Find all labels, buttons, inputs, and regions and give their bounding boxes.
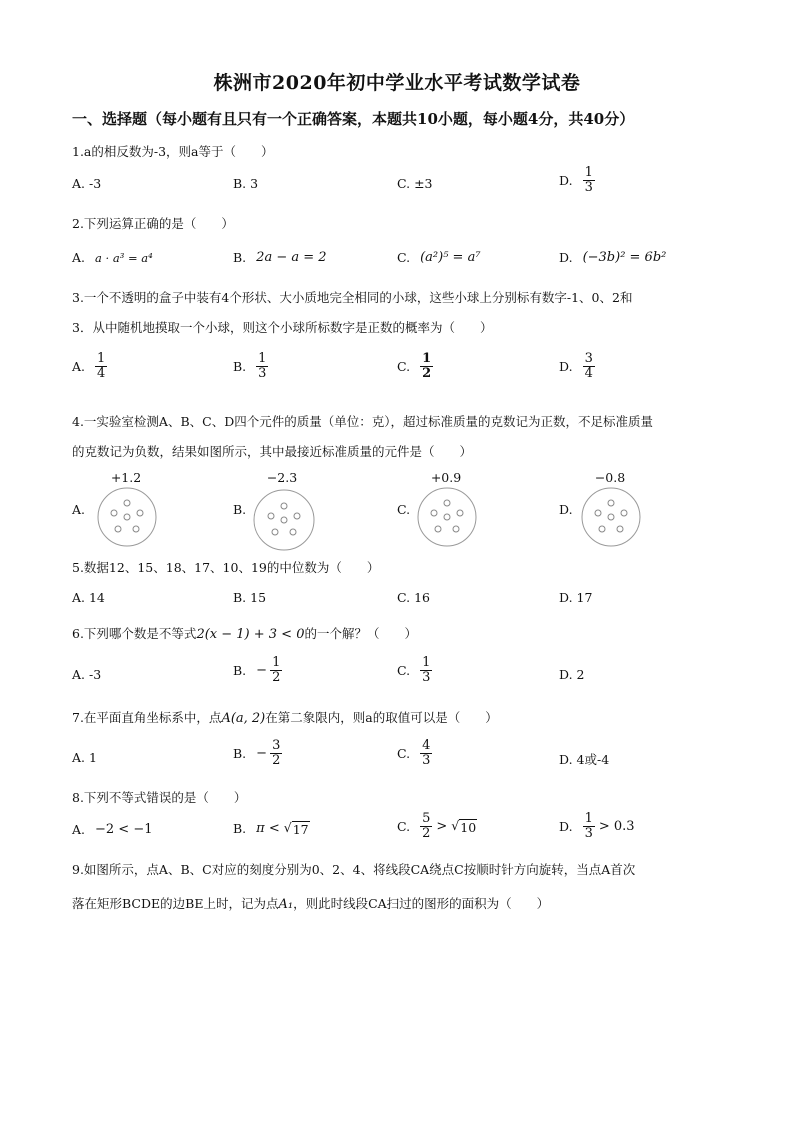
q2-option-a[interactable] — [72, 250, 153, 265]
inequality-expression: 2(x − 1) + 3 < 0 — [196, 627, 305, 642]
option-label: C. — [397, 250, 411, 265]
fraction: $\frac{1}{3}$ — [258, 351, 267, 381]
fraction: $\frac{1}{2}$ — [422, 351, 432, 381]
q1-option-c[interactable]: C. ±3 — [397, 176, 433, 191]
q8-option-d[interactable]: D. $\frac{1}{3}$ > 0.3 — [559, 811, 635, 841]
mass-label-c: +0.9 — [430, 470, 462, 485]
option-label: D. — [559, 172, 573, 188]
q8-option-a[interactable] — [72, 822, 153, 837]
option-label: B. — [233, 502, 247, 517]
option-label: A. — [72, 250, 86, 265]
component-disk-a — [96, 486, 158, 548]
mass-label-b: −2.3 — [266, 470, 298, 485]
q3-option-d[interactable] — [559, 352, 595, 380]
q1-option-a[interactable]: A. -3 — [72, 176, 102, 191]
q5-option-a[interactable]: A. 14 — [72, 590, 105, 605]
option-label: C. — [397, 358, 411, 374]
question-1-stem: 1.a的相反数为-3，则a等于（ ） — [72, 144, 274, 159]
q6-option-c[interactable] — [397, 656, 432, 684]
q7-option-a[interactable]: A. 1 — [72, 750, 97, 765]
option-label: B. — [233, 662, 247, 678]
q4-option-d[interactable] — [559, 502, 573, 517]
question-3-stem-line1: 3.一个不透明的盒子中装有4个形状、大小质地完全相同的小球，这些小球上分别标有数字-1、0、2和 — [72, 290, 633, 305]
fraction: $\frac{1}{2}$ — [272, 655, 281, 685]
fraction: $\frac{1}{3}$ — [584, 811, 593, 841]
fraction: $\frac{5}{2}$ — [422, 811, 431, 841]
question-2-stem: 2.下列运算正确的是（ ） — [72, 216, 234, 231]
component-disk-d — [580, 486, 642, 548]
option-label: D. — [559, 358, 573, 374]
q6-option-a[interactable]: A. -3 — [72, 667, 102, 682]
option-label: C. — [397, 745, 411, 761]
component-disk-c — [416, 486, 478, 548]
q8-option-b[interactable] — [233, 820, 310, 837]
fraction: $\frac{1}{3}$ — [584, 165, 593, 195]
q2-option-d[interactable] — [559, 250, 666, 265]
math-expression: −2 < −1 — [95, 822, 153, 837]
q4-option-c[interactable] — [397, 502, 410, 517]
question-7-stem: 7.在平面直角坐标系中，点A(a, 2)在第二象限内，则a的取值可以是（ ） — [72, 710, 498, 726]
option-label: B. — [233, 250, 247, 265]
q7-option-c[interactable] — [397, 739, 432, 767]
square-root: √ 10 — [451, 817, 477, 835]
option-label: A. — [72, 358, 86, 374]
q6-option-d[interactable]: D. 2 — [559, 667, 585, 682]
fraction: $\frac{1}{3}$ — [422, 655, 431, 685]
q4-option-a[interactable] — [72, 502, 85, 517]
point-label: A₁ — [278, 897, 294, 912]
q3-option-c[interactable] — [397, 352, 433, 380]
question-9-stem-line2: 落在矩形BCDE的边BE上时，记为点A₁，则此时线段CA扫过的图形的面积为（ ） — [72, 896, 550, 912]
section-heading: 一、选择题（每小题有且只有一个正确答案，本题共10小题，每小题4分，共40分） — [72, 110, 635, 128]
q6-option-b[interactable]: B. − $\frac{1}{2}$ — [233, 655, 281, 685]
fraction: $\frac{1}{4}$ — [97, 351, 106, 381]
math-expression: π < — [256, 821, 280, 836]
question-5-stem: 5.数据12、15、18、17、10、19的中位数为（ ） — [72, 560, 380, 575]
option-label: C. — [397, 502, 411, 517]
q2-option-c[interactable] — [397, 250, 481, 265]
option-label: B. — [233, 821, 247, 836]
option-label: B. — [233, 358, 247, 374]
fraction: $\frac{3}{2}$ — [272, 738, 281, 768]
page-title: 株洲市2020年初中学业水平考试数学试卷 — [213, 72, 581, 94]
fraction: $\frac{4}{3}$ — [422, 738, 431, 768]
question-8-stem: 8.下列不等式错误的是（ ） — [72, 790, 247, 805]
q8-option-c[interactable]: C. $\frac{5}{2}$ > √ 10 — [397, 811, 477, 841]
q7-option-b[interactable]: B. − $\frac{3}{2}$ — [233, 738, 281, 768]
point-expression: A(a, 2) — [221, 711, 266, 726]
component-disk-b — [252, 488, 316, 552]
question-9-stem-line1: 9.如图所示，点A、B、C对应的刻度分别为0、2、4、将线段CA绕点C按顺时针方向旋转，当点A首次 — [72, 862, 636, 877]
option-label: D. — [559, 818, 573, 834]
option-label: A. — [72, 502, 86, 517]
mass-label-a: +1.2 — [110, 470, 142, 485]
q2-option-b[interactable] — [233, 250, 327, 265]
question-3-stem-line2: 3．从中随机地摸取一个小球，则这个小球所标数字是正数的概率为（ ） — [72, 320, 493, 335]
question-4-stem-line2: 的克数记为负数，结果如图所示，其中最接近标准质量的元件是（ ） — [72, 444, 473, 459]
q4-option-b[interactable] — [233, 502, 246, 517]
question-6-stem: 6.下列哪个数是不等式2(x − 1) + 3 < 0的一个解？（ ） — [72, 626, 417, 642]
option-label: A. — [72, 822, 86, 837]
option-label: C. — [397, 818, 411, 834]
q3-option-a[interactable] — [72, 352, 107, 380]
q7-option-d[interactable]: D. 4或-4 — [559, 752, 610, 767]
q1-option-d[interactable] — [559, 166, 595, 194]
square-root: √ 17 — [283, 820, 309, 837]
math-expression: (−3b)² = 6b² — [582, 250, 667, 265]
fraction: $\frac{3}{4}$ — [584, 351, 593, 381]
q5-option-c[interactable]: C. 16 — [397, 590, 430, 605]
math-expression: a · a³ = a⁴ — [95, 250, 153, 265]
mass-label-d: −0.8 — [594, 470, 626, 485]
q5-option-d[interactable]: D. 17 — [559, 590, 593, 605]
q1-option-b[interactable]: B. 3 — [233, 176, 259, 191]
option-label: B. — [233, 745, 247, 761]
option-label: D. — [559, 502, 573, 517]
math-expression: (a²)⁵ = a⁷ — [420, 250, 481, 265]
option-label: D. — [559, 250, 573, 265]
option-label: C. — [397, 662, 411, 678]
question-4-stem-line1: 4.一实验室检测A、B、C、D四个元件的质量（单位：克），超过标准质量的克数记为正数，不足标准质量 — [72, 414, 653, 429]
q5-option-b[interactable]: B. 15 — [233, 590, 267, 605]
q3-option-b[interactable] — [233, 352, 268, 380]
math-expression: 2a − a = 2 — [256, 250, 327, 265]
